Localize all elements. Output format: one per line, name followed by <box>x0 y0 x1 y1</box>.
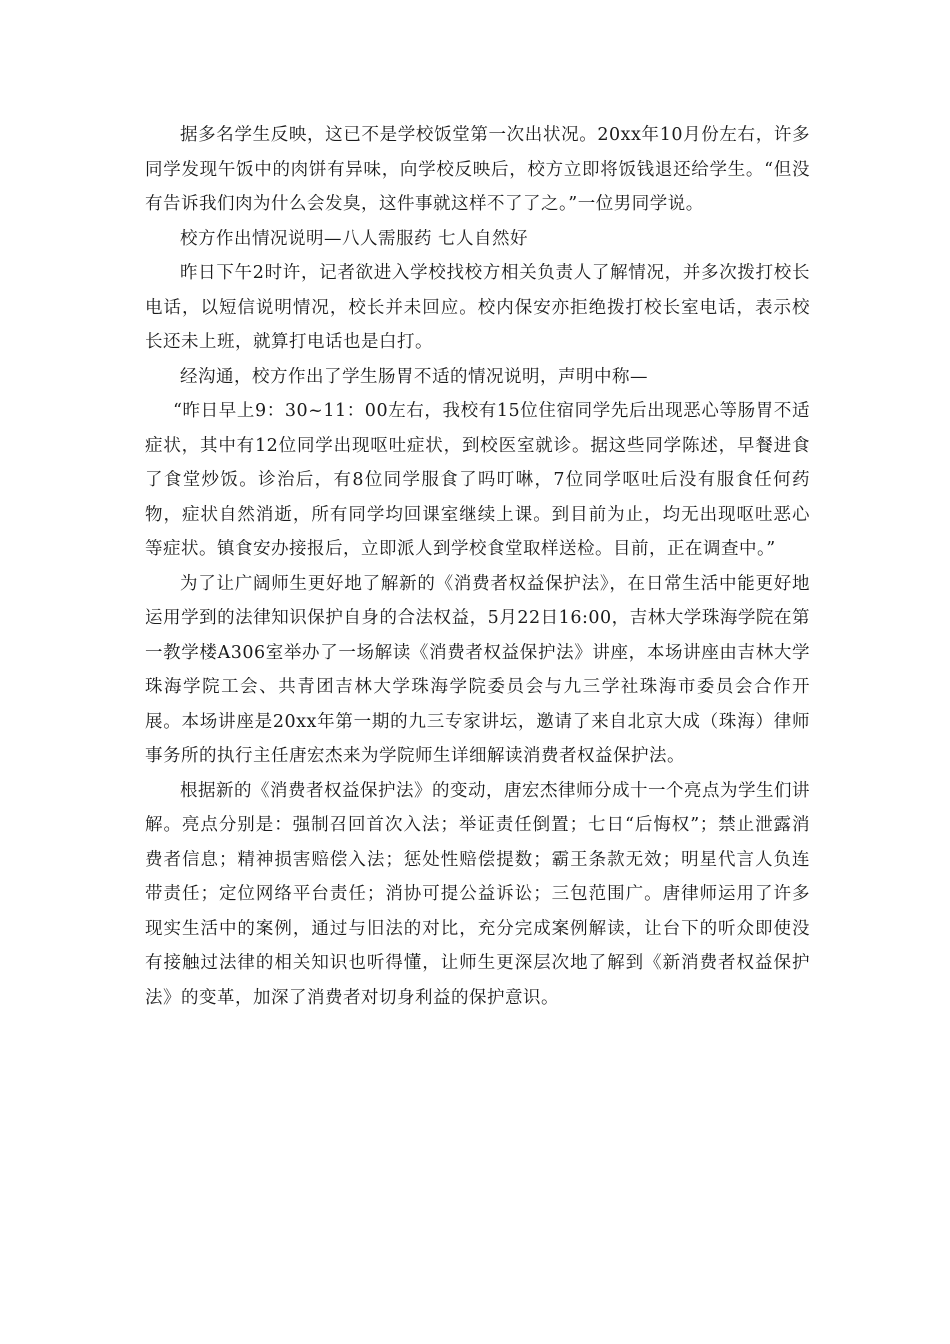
paragraph-school-statement-quote: “昨日早上9：30~11：00左右，我校有15位住宿同学先后出现恶心等肠胃不适症状，其中有12位同学出现呕吐症状，到校医室就诊。据这些同学陈述，早餐进食了食堂炒饭。诊治后，有8位同学服食了吗叮啉，7位同学呕吐后没有服食任何药物，症状自然消逝，所有同学均回课室继续上课。到目前为止，均无出现呕吐恶心等症状。镇食安办接报后，立即派人到学校食堂取样送检。目前，正在调查中。” <box>145 401 810 559</box>
paragraph-law-lecture: 为了让广阔师生更好地了解新的《消费者权益保护法》，在日常生活中能更好地运用学到的法律知识保护自身的合法权益，5月22日16:00，吉林大学珠海学院在第一教学楼A306室举办了一场解读《消费者权益保护法》讲座，本场讲座由吉林大学珠海学院工会、共青团吉林大学珠海学院委员会与九三学社珠海市委员会合作开展。本场讲座是20xx年第一期的九三专家讲坛，邀请了来自北京大成（珠海）律师事务所的执行主任唐宏杰来为学院师生详细解读消费者权益保护法。 <box>145 573 810 766</box>
paragraph-law-highlights: 根据新的《消费者权益保护法》的变动，唐宏杰律师分成十一个亮点为学生们讲解。亮点分别是：强制召回首次入法；举证责任倒置；七日“后悔权”；禁止泄露消费者信息；精神损害赔偿入法；惩处性赔偿提数；霸王条款无效；明星代言人负连带责任；定位网络平台责任；消协可提公益诉讼；三包范围广。唐律师运用了许多现实生活中的案例，通过与旧法的对比，充分完成案例解读，让台下的听众即使没有接触过法律的相关知识也听得懂，让师生更深层次地了解到《新消费者权益保护法》的变革，加深了消费者对切身利益的保护意识。 <box>145 780 810 1008</box>
section-heading: 校方作出情况说明—八人需服药 七人自然好 <box>180 228 529 249</box>
paragraph-reporter-visit: 昨日下午2时许，记者欲进入学校找校方相关负责人了解情况，并多次拨打校长电话，以短信说明情况，校长并未回应。校内保安亦拒绝拨打校长室电话，表示校长还未上班，就算打电话也是白打。 <box>145 263 810 352</box>
paragraph-student-reports: 据多名学生反映，这已不是学校饭堂第一次出状况。20xx年10月份左右，许多同学发现午饭中的肉饼有异味，向学校反映后，校方立即将饭钱退还给学生。“但没有告诉我们肉为什么会发臭，这件事就这样不了了之。”一位男同学说。 <box>145 125 810 214</box>
paragraph-school-statement-intro: 经沟通，校方作出了学生肠胃不适的情况说明，声明中称— <box>180 366 648 387</box>
document-body <box>145 118 810 1015</box>
